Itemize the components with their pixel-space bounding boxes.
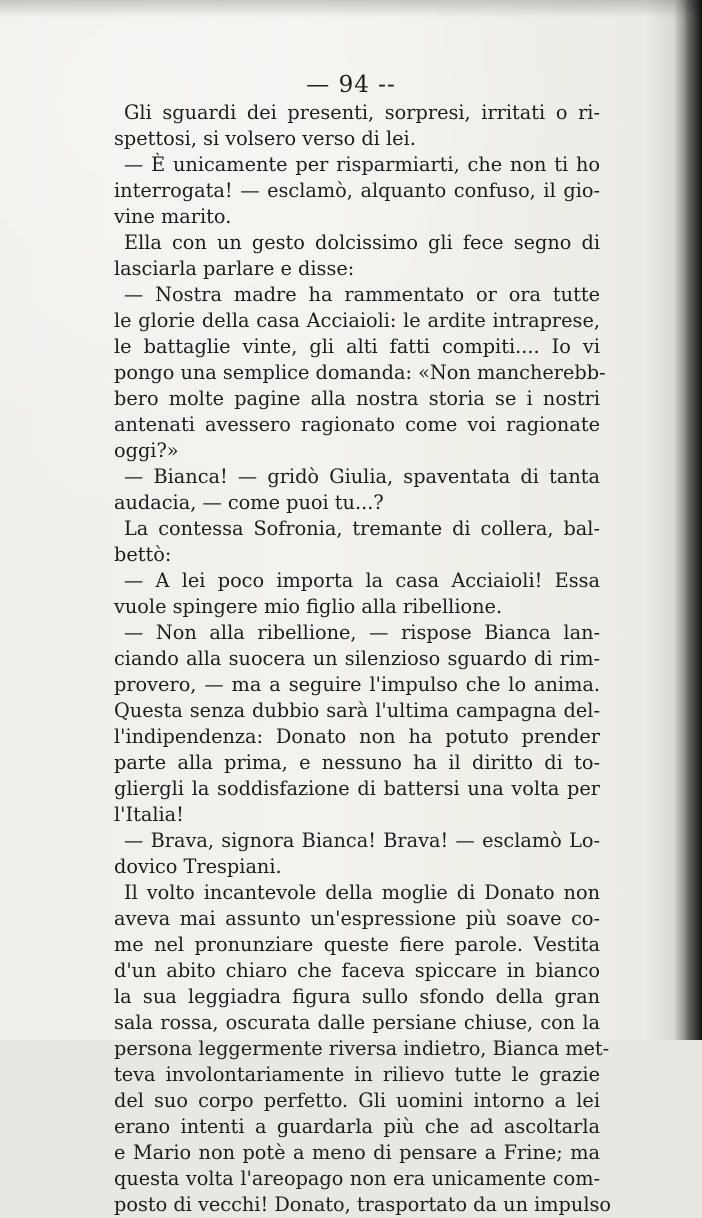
text-line: antenati avessero ragionato come voi ragionate (114, 413, 600, 436)
text-line: le glorie della casa Acciaioli: le ardite intraprese, (114, 309, 600, 332)
text-line: oggi?» (114, 439, 179, 462)
text-line: del suo corpo perfetto. Gli uomini intorno a lei (114, 1089, 600, 1112)
text-line: Questa senza dubbio sarà l'ultima campagna del- (114, 699, 600, 722)
text-line: audacia, — come puoi tu...? (114, 491, 384, 514)
text-line: — È unicamente per risparmiarti, che non ti ho (124, 153, 600, 176)
text-line: vine marito. (114, 205, 232, 228)
text-line: — Bianca! — gridò Giulia, spaventata di tanta (124, 465, 600, 488)
text-line: — Brava, signora Bianca! Brava! — esclamò Lo- (124, 829, 600, 852)
text-line: — Non alla ribellione, — rispose Bianca lan- (124, 621, 600, 644)
page-number: — 94 -- (306, 72, 396, 98)
body-text (114, 100, 611, 1218)
text-line: aveva mai assunto un'espressione più soave co- (114, 907, 600, 930)
text-line: interrogata! — esclamò, alquanto confuso, il gio- (114, 179, 600, 202)
text-line: pongo una semplice domanda: «Non mancherebb- (114, 361, 606, 384)
text-line: le battaglie vinte, gli alti fatti compiti.... Io vi (114, 335, 600, 358)
text-line: gliergli la soddisfazione di battersi una volta per (114, 777, 600, 800)
text-line: lasciarla parlare e disse: (114, 257, 355, 280)
text-line: sala rossa, oscurata dalle persiane chiuse, con la (114, 1011, 600, 1034)
text-line: Ella con un gesto dolcissimo gli fece segno di (124, 231, 600, 254)
text-line: provero, — ma a seguire l'impulso che lo anima. (114, 673, 600, 696)
text-line: — Nostra madre ha rammentato or ora tutte (124, 283, 600, 306)
text-line: l'indipendenza: Donato non ha potuto prender (114, 725, 600, 748)
text-line: l'Italia! (114, 803, 184, 826)
text-line: bettò: (114, 543, 172, 566)
text-line: vuole spingere mio figlio alla ribellione. (114, 595, 503, 618)
text-line: teva involontariamente in rilievo tutte le grazie (114, 1063, 600, 1086)
text-line: bero molte pagine alla nostra storia se i nostri (114, 387, 600, 410)
text-line: Il volto incantevole della moglie di Donato non (124, 881, 600, 904)
text-line: Gli sguardi dei presenti, sorpresi, irritati o ri- (124, 101, 600, 124)
text-line: erano intenti a guardarla più che ad ascoltarla (114, 1115, 600, 1138)
text-line: spettosi, si volsero verso di lei. (114, 127, 416, 150)
text-line: la sua leggiadra figura sullo sfondo della gran (114, 985, 600, 1008)
text-line: posto di vecchi! Donato, trasportato da un impulso (114, 1193, 611, 1216)
text-line: persona leggermente riversa indietro, Bianca met- (114, 1037, 610, 1060)
page-gutter-shadow (684, 0, 702, 1040)
top-edge-shadow (0, 0, 702, 18)
text-line: La contessa Sofronia, tremante di collera, bal- (124, 517, 600, 540)
text-line: e Mario non potè a meno di pensare a Frine; ma (114, 1141, 600, 1164)
text-line: parte alla prima, e nessuno ha il diritto di to- (114, 751, 600, 774)
text-line: dovico Trespiani. (114, 855, 282, 878)
text-line: questa volta l'areopago non era unicamente com- (114, 1167, 600, 1190)
text-line: d'un abito chiaro che faceva spiccare in bianco (114, 959, 600, 982)
text-line: ciando alla suocera un silenzioso sguardo di rim- (114, 647, 600, 670)
text-line: — A lei poco importa la casa Acciaioli! Essa (124, 569, 600, 592)
text-line: me nel pronunziare queste fiere parole. Vestita (114, 933, 600, 956)
